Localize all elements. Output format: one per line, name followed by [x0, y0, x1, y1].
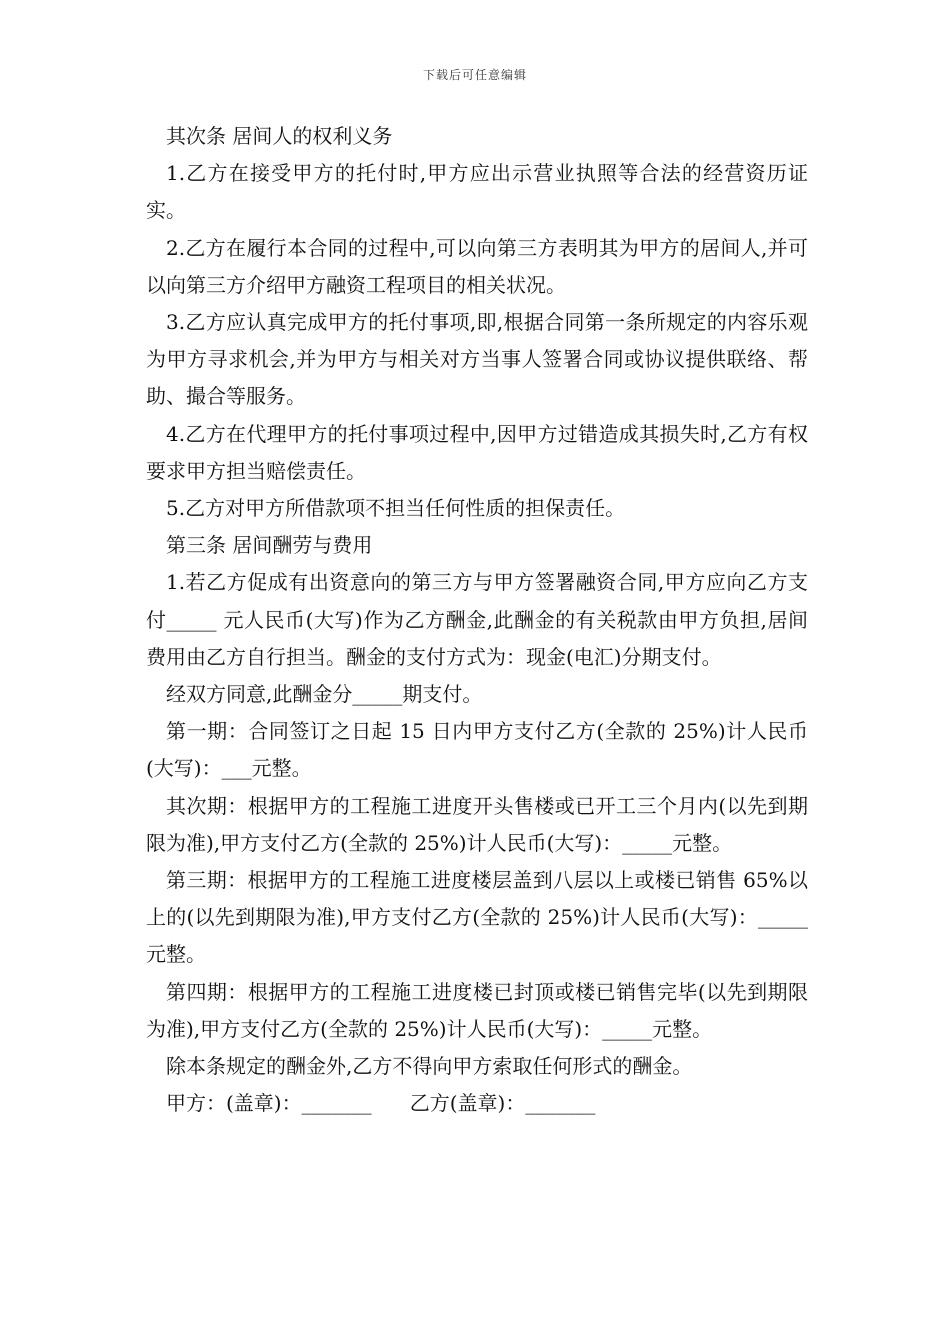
document-body [146, 118, 808, 1122]
clause-paragraph: 1.若乙方促成有出资意向的第三方与甲方签署融资合同,甲方应向乙方支付_____ 元人民币(大写)作为乙方酬金,此酬金的有关税款由甲方负担,居间费用由乙方自行担当。酬金的支付方式为：现金(电汇)分期支付。 [146, 570, 808, 669]
signature-line: 甲方：(盖章)：_______ 乙方(盖章)：_______ [166, 1091, 596, 1116]
clause-paragraph: 经双方同意,此酬金分_____期支付。 [166, 682, 483, 707]
payment-phase-2: 其次期：根据甲方的工程施工进度开头售楼或已开工三个月内(以先到期限为准),甲方支付乙方(全款的 25%)计人民币(大写)：_____元整。 [146, 793, 808, 855]
section-heading-3: 第三条 居间酬劳与费用 [166, 533, 373, 558]
section-heading-2: 其次条 居间人的权利义务 [166, 124, 393, 148]
clause-paragraph: 2.乙方在履行本合同的过程中,可以向第三方表明其为甲方的居间人,并可以向第三方介绍甲方融资工程项目的相关状况。 [146, 235, 808, 297]
clause-paragraph: 除本条规定的酬金外,乙方不得向甲方索取任何形式的酬金。 [166, 1054, 693, 1079]
clause-paragraph: 4.乙方在代理甲方的托付事项过程中,因甲方过错造成其损失时,乙方有权要求甲方担当赔偿责任。 [146, 421, 808, 483]
clause-paragraph: 3.乙方应认真完成甲方的托付事项,即,根据合同第一条所规定的内容乐观为甲方寻求机会,并为甲方与相关对方当事人签署合同或协议提供联络、帮助、撮合等服务。 [146, 310, 808, 409]
payment-phase-3: 第三期：根据甲方的工程施工进度楼层盖到八层以上或楼已销售 65%以上的(以先到期限为准),甲方支付乙方(全款的 25%)计人民币(大写)：_____元整。 [146, 868, 808, 967]
clause-paragraph: 1.乙方在接受甲方的托付时,甲方应出示营业执照等合法的经营资历证实。 [146, 161, 808, 223]
page-header-note: 下载后可任意编辑 [422, 68, 527, 82]
payment-phase-4: 第四期：根据甲方的工程施工进度楼已封顶或楼已销售完毕(以先到期限为准),甲方支付乙方(全款的 25%)计人民币(大写)：_____元整。 [146, 979, 808, 1041]
payment-phase-1: 第一期：合同签订之日起 15 日内甲方支付乙方(全款的 25%)计人民币(大写)：___元整。 [146, 719, 808, 781]
clause-paragraph: 5.乙方对甲方所借款项不担当任何性质的担保责任。 [166, 496, 626, 521]
